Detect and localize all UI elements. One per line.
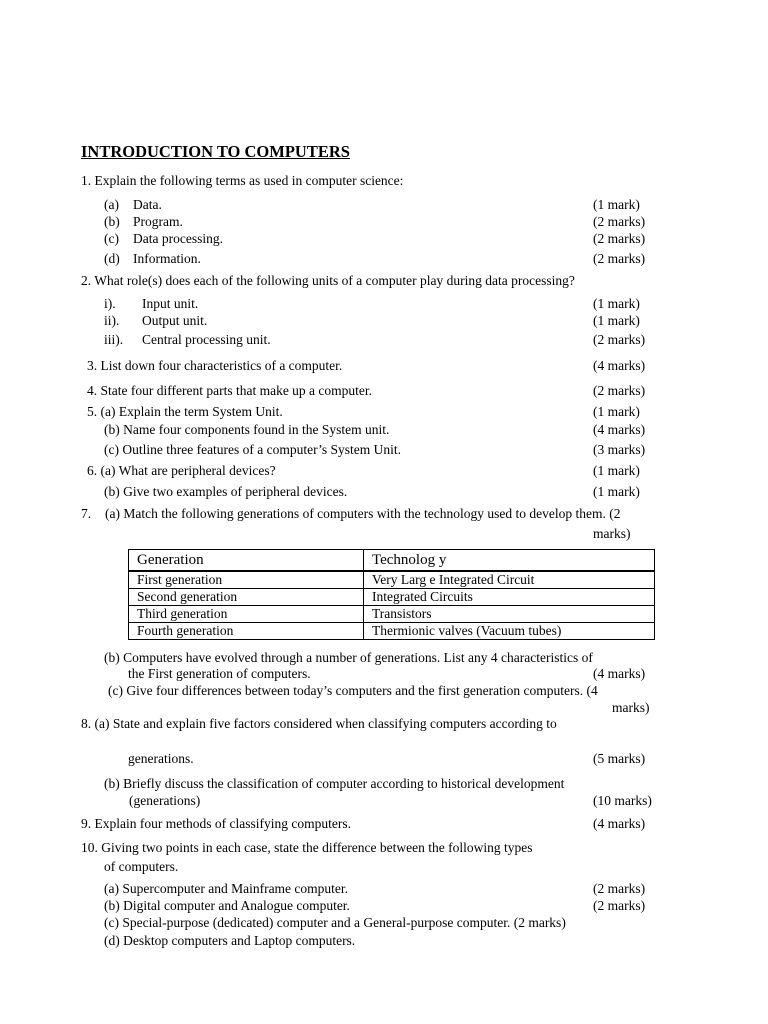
q10-stem-line1: 10. Giving two points in each case, state the difference between the following types (81, 840, 533, 855)
question-7-number: 7. (81, 506, 92, 521)
q5-c-text: (c) Outline three features of a computer’s System Unit. (104, 442, 402, 457)
q1-a-marks: (1 mark) (593, 197, 640, 212)
q5-a-text: 5. (a) Explain the term System Unit. (87, 404, 283, 419)
q7-a-marks: marks) (593, 526, 631, 541)
q2-i-marks: (1 mark) (593, 296, 640, 311)
q7-b-marks: (4 marks) (593, 666, 646, 681)
q1-a-label: (a) (104, 197, 119, 212)
q7-c-marks: marks) (612, 700, 650, 715)
q5-b-marks: (4 marks) (593, 422, 646, 437)
table-cell: Fourth generation (129, 623, 364, 640)
q1-c-label: (c) (104, 231, 119, 246)
table-cell: Second generation (129, 589, 364, 606)
question-2-stem: 2. What role(s) does each of the following units of a computer play during data processing? (81, 273, 575, 288)
q8-a-line1: 8. (a) State and explain five factors considered when classifying computers according to (81, 716, 557, 731)
q2-iii-label: iii). (104, 332, 124, 347)
q1-b-marks: (2 marks) (593, 214, 646, 229)
q7-a-text: (a) Match the following generations of computers with the technology used to develop them. (2 (105, 506, 621, 521)
question-3-text: 3. List down four characteristics of a computer. (87, 358, 343, 373)
q2-ii-text: Output unit. (142, 313, 208, 328)
q10-c-text: (c) Special-purpose (dedicated) computer and a General-purpose computer. (2 marks) (104, 915, 566, 930)
table-cell: Transistors (364, 606, 655, 623)
q8-b-line2: (generations) (129, 793, 201, 808)
q2-ii-label: ii). (104, 313, 120, 328)
table-header-row (129, 550, 655, 572)
table-row (129, 623, 655, 640)
q5-b-text: (b) Name four components found in the System unit. (104, 422, 390, 437)
question-4-marks: (2 marks) (593, 383, 646, 398)
q10-b-marks: (2 marks) (593, 898, 646, 913)
q7-b-line2: the First generation of computers. (128, 666, 311, 681)
q1-c-marks: (2 marks) (593, 231, 646, 246)
q1-d-marks: (2 marks) (593, 251, 646, 266)
table-cell: First generation (129, 571, 364, 589)
q8-b-marks: (10 marks) (593, 793, 652, 808)
q6-b-text: (b) Give two examples of peripheral devices. (104, 484, 348, 499)
question-4-text: 4. State four different parts that make up a computer. (87, 383, 373, 398)
q1-c-text: Data processing. (133, 231, 223, 246)
q10-d-text: (d) Desktop computers and Laptop computers. (104, 933, 356, 948)
q1-d-label: (d) (104, 251, 120, 266)
q10-b-text: (b) Digital computer and Analogue computer. (104, 898, 350, 913)
q1-b-text: Program. (133, 214, 183, 229)
q2-iii-text: Central processing unit. (142, 332, 271, 347)
q8-a-line2: generations. (128, 751, 194, 766)
table-header-generation: Generation (129, 550, 364, 572)
q8-b-line1: (b) Briefly discuss the classification of computer according to historical development (104, 776, 565, 791)
q10-stem-line2: of computers. (104, 859, 179, 874)
question-3-marks: (4 marks) (593, 358, 646, 373)
page-title: INTRODUCTION TO COMPUTERS (81, 142, 350, 161)
question-1-stem: 1. Explain the following terms as used in computer science: (81, 173, 404, 188)
table-cell: Third generation (129, 606, 364, 623)
q1-d-text: Information. (133, 251, 201, 266)
q6-b-marks: (1 mark) (593, 484, 640, 499)
q1-a-text: Data. (133, 197, 162, 212)
q6-a-marks: (1 mark) (593, 463, 640, 478)
q5-a-marks: (1 mark) (593, 404, 640, 419)
q6-a-text: 6. (a) What are peripheral devices? (87, 463, 276, 478)
generations-table (128, 549, 655, 640)
table-row (129, 589, 655, 606)
table-row (129, 606, 655, 623)
q5-c-marks: (3 marks) (593, 442, 646, 457)
table-cell: Integrated Circuits (364, 589, 655, 606)
q2-iii-marks: (2 marks) (593, 332, 646, 347)
q2-i-text: Input unit. (142, 296, 199, 311)
q8-a-marks: (5 marks) (593, 751, 646, 766)
question-9-text: 9. Explain four methods of classifying computers. (81, 816, 351, 831)
table-cell: Very Larg e Integrated Circuit (364, 571, 655, 589)
q2-i-label: i). (104, 296, 116, 311)
table-cell: Thermionic valves (Vacuum tubes) (364, 623, 655, 640)
q10-a-text: (a) Supercomputer and Mainframe computer. (104, 881, 349, 896)
table-row (129, 571, 655, 589)
q10-a-marks: (2 marks) (593, 881, 646, 896)
q2-ii-marks: (1 mark) (593, 313, 640, 328)
q1-b-label: (b) (104, 214, 120, 229)
q7-b-line1: (b) Computers have evolved through a number of generations. List any 4 characteristics of (104, 650, 593, 665)
table-header-technology: Technolog y (364, 550, 655, 572)
q7-c-line1: (c) Give four differences between today’s computers and the first generation computers. (4 (108, 683, 598, 698)
question-9-marks: (4 marks) (593, 816, 646, 831)
